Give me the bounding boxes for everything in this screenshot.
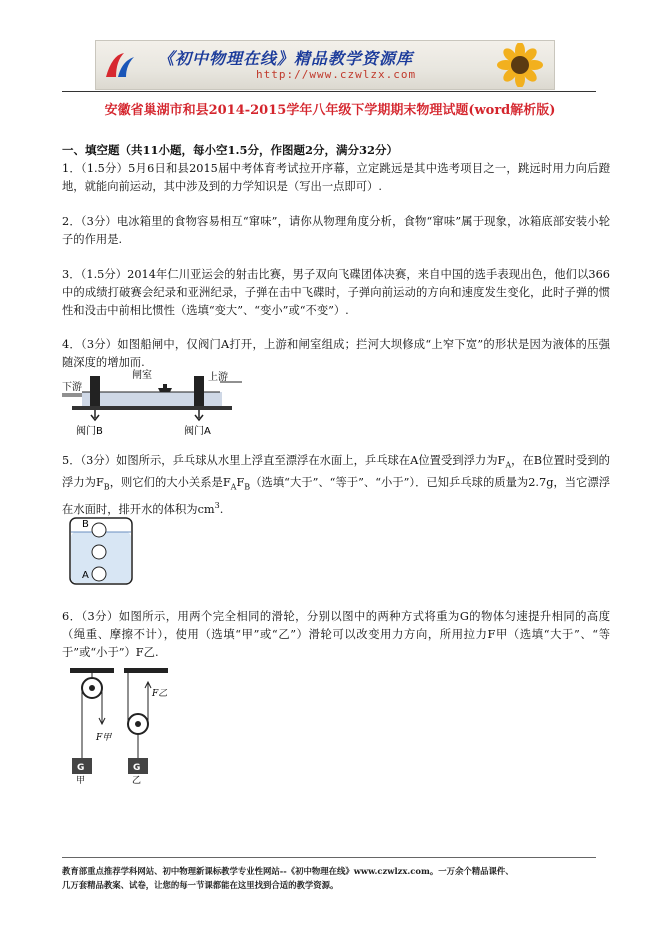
question-1-text: 1．（1.5分）5月6日和县2015届中考体育考试拉开序幕，立定跳远是其中选考项目之一，跳远时用力向后蹬地，就能向前运动，其中涉及到的力学知识是（写出一点即可）. [62,162,610,193]
question-3 [62,266,610,320]
q5-part-b: ，在B位置时受到的浮力为F [62,454,610,490]
question-3-text: 3．（1.5分）2014年仁川亚运会的射击比赛，男子双向飞碟团体决赛，来自中国的选手表现出色，他们以366中的成绩打破赛会纪录和亚洲纪录，子弹在击中飞碟时，子弹向前运动的方向和速度发生变化，此时子弹的惯性和没击中前相比惯性（选填“变大”、“变小”或“不变”）. [62,268,610,317]
q5-sup-cube: 3 [214,500,220,510]
ship-lock-figure [62,368,242,438]
question-2-text: 2．（3分）电冰箱里的食物容易相互“窜味”，请你从物理角度分析，食物“窜味”属于现象，冰箱底部安装小轮子的作用是. [62,215,610,246]
force-label-jia: F甲 [96,733,112,743]
question-2 [62,213,610,249]
q5-part-a: 5．（3分）如图所示，乒乓球从水里上浮直至漂浮在水面上，乒乓球在A位置受到浮力为F [62,454,506,467]
weight-label-right: G [133,763,141,773]
label-position-a: A [82,570,89,581]
label-position-b: B [82,519,89,530]
banner-site-url[interactable]: http://www.czwlzx.com [256,68,417,81]
document-title: 安徽省巢湖市和县2014-2015学年八年级下学期期末物理试题(word解析版) [104,103,556,118]
footer-rule [62,857,596,858]
question-4 [62,336,610,372]
question-6 [62,608,610,662]
weight-label-left: G [77,763,85,773]
q5-sub-b2: B [244,482,251,492]
site-banner [95,40,555,90]
footer-line-2: 几万套精品教案、试卷，让您的每一节课都能在这里找到合适的教学资源。 [62,880,339,890]
sunflower-icon [490,43,550,87]
question-5-text [62,452,610,518]
header-rule [62,91,596,92]
question-4-text: 4．（3分）如图船闸中，仅阀门A打开，上游和闸室组成；拦河大坝修成“上窄下宽”的形状是因为液体的压强随深度的增加而. [62,338,610,369]
question-6-text: 6．（3分）如图所示，用两个完全相同的滑轮，分别以图中的两种方式将重为G的物体匀速提升相同的高度（绳重、摩擦不计），使用（选填“甲”或“乙”）滑轮可以改变用力方向，所用拉力F甲（选填“大于”、“等于”或“小于”）F乙. [62,610,610,659]
force-label-yi: F乙 [152,689,168,699]
label-yi: 乙 [132,776,142,784]
question-5 [62,452,610,518]
q5-part-c: ，则它们的大小关系是F [109,476,231,490]
section-heading: 一、填空题（共11小题，每小空1.5分，作图题2分，满分32分） [62,143,399,157]
label-upstream: 上游 [208,372,228,383]
banner-site-title: 《初中物理在线》精品教学资源库 [158,49,414,68]
q5-sub-a1: A [505,460,512,470]
q5-sub-b1: B [103,482,110,492]
footer-line-1: 教育部重点推荐学科网站、初中物理新课标教学专业性网站--《初中物理在线》www.czwlzx.com。一万余个精品课件、 [62,866,514,876]
q5-sub-a2: A [230,482,237,492]
label-chamber: 闸室 [132,370,152,381]
label-valve-a: 阀门A [184,426,211,437]
pulley-figure [62,664,192,784]
label-jia: 甲 [76,776,86,784]
q5-part-d: （选填“大于”、“等于”、“小于”）．已知乒乓球的质量为2.7g，当它漂浮在水面时，排开水的体积为cm [62,476,610,516]
q5-f-letter: F [236,476,245,490]
question-1 [62,160,610,196]
q5-part-e: . [219,502,224,516]
page-footer [62,864,602,892]
site-logo-icon [102,47,138,83]
beaker-figure [62,508,142,588]
label-downstream: 下游 [62,382,82,393]
label-valve-b: 阀门B [76,426,103,437]
